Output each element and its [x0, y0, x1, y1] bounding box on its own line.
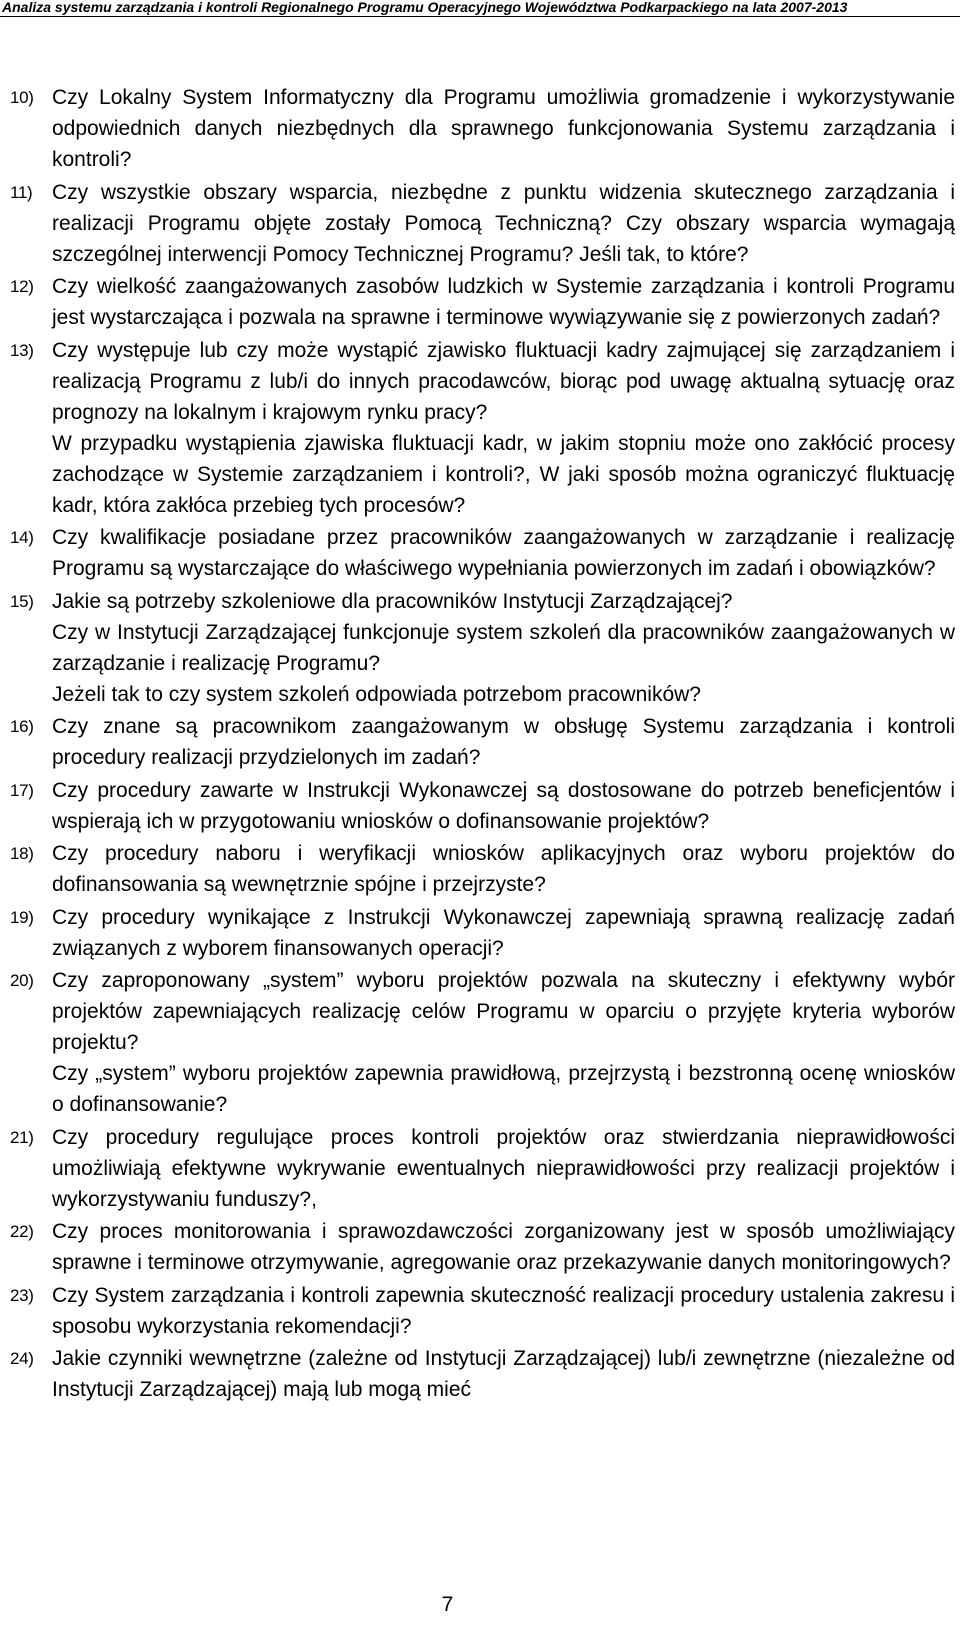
question-body [52, 82, 955, 175]
question-paragraph: Czy proces monitorowania i sprawozdawczości zorganizowany jest w sposób umożliwiający sprawne i terminowe otrzymywanie, agregowanie oraz przekazywanie danych monitoringowych? [52, 1220, 955, 1274]
question-number: 10) [10, 88, 34, 107]
question-item [10, 522, 955, 584]
question-body [52, 271, 955, 333]
question-paragraph: Czy procedury regulujące proces kontroli projektów oraz stwierdzania nieprawidłowości umożliwiają efektywne wykrywanie ewentualnych nieprawidłowości przy realizacji projektów i wykorzystywaniu funduszy?, [52, 1125, 955, 1211]
question-number: 12) [10, 277, 34, 296]
question-item [10, 775, 955, 837]
question-number: 14) [10, 528, 34, 547]
question-paragraph: Czy wszystkie obszary wsparcia, niezbędne z punktu widzenia skutecznego zarządzania i realizacji Programu objęte zostały Pomocą Techniczną? Czy obszary wsparcia wymagają szczególnej interwencji Pomocy Technicznej Programu? Jeśli tak, to które? [52, 180, 955, 266]
question-body [52, 586, 955, 710]
question-paragraph: Czy System zarządzania i kontroli zapewnia skuteczność realizacji procedury ustalenia zakresu i sposobu wykorzystania rekomendacji? [52, 1283, 955, 1338]
question-paragraph: Czy wielkość zaangażowanych zasobów ludzkich w Systemie zarządzania i kontroli Programu jest wystarczająca i pozwala na sprawne i terminowe wywiązywanie się z powierzonych zadań? [52, 275, 955, 329]
question-body [52, 177, 955, 270]
question-item [10, 1343, 955, 1405]
question-number: 13) [10, 340, 34, 360]
question-list [10, 82, 955, 1407]
question-paragraph: Czy znane są pracownikom zaangażowanym w obsługę Systemu zarządzania i kontroli procedury realizacji przydzielonych im zadań? [52, 715, 955, 769]
question-paragraph: Czy procedury wynikające z Instrukcji Wykonawczej zapewniają sprawną realizację zadań związanych z wyborem finansowanych operacji? [52, 905, 955, 960]
question-paragraph: Czy zaproponowany „system” wyboru projektów pozwala na skuteczny i efektywny wybór projektów zapewniających realizację celów Programu w oparciu o przyjęte kryteria wyborów projektu? [52, 969, 955, 1054]
question-item [10, 711, 955, 773]
header-title: Analiza systemu zarządzania i kontroli Regionalnego Programu Operacyjnego Województwa Podkarpackiego na lata 2007-2013 [2, 0, 848, 15]
question-number: 23) [10, 1285, 34, 1305]
question-number: 24) [10, 1349, 34, 1368]
question-number: 19) [10, 907, 34, 927]
question-body [52, 838, 955, 900]
question-number: 22) [10, 1222, 34, 1241]
question-item [10, 965, 955, 1120]
question-item [10, 335, 955, 521]
question-paragraph: W przypadku wystąpienia zjawiska fluktuacji kadr, w jakim stopniu może ono zakłócić procesy zachodzące w Systemie zarządzaniem i kontroli?, W jaki sposób można ograniczyć fluktuację kadr, która zakłóca przebieg tych procesów? [52, 431, 955, 517]
header-rule [0, 16, 960, 17]
question-paragraph: Czy procedury naboru i weryfikacji wniosków aplikacyjnych oraz wyboru projektów do dofinansowania są wewnętrznie spójne i przejrzyste? [52, 842, 955, 896]
question-number: 18) [10, 844, 34, 863]
page-number: 7 [441, 1593, 454, 1616]
question-number: 20) [10, 971, 34, 990]
question-item [10, 838, 955, 900]
question-item [10, 902, 955, 964]
question-paragraph: Czy Lokalny System Informatyczny dla Programu umożliwia gromadzenie i wykorzystywanie odpowiednich danych niezbędnych dla sprawnego funkcjonowania Systemu zarządzania i kontroli? [52, 86, 955, 171]
question-item [10, 82, 955, 175]
question-item [10, 177, 955, 270]
question-number: 15) [10, 591, 34, 611]
question-body [52, 711, 955, 773]
question-paragraph: Jeżeli tak to czy system szkoleń odpowiada potrzebom pracowników? [52, 682, 701, 706]
question-number: 17) [10, 780, 34, 800]
question-paragraph: Czy „system” wyboru projektów zapewnia prawidłową, przejrzystą i bezstronną ocenę wniosków o dofinansowanie? [52, 1062, 955, 1116]
question-body [52, 522, 955, 584]
question-paragraph: Czy kwalifikacje posiadane przez pracowników zaangażowanych w zarządzanie i realizację Programu są wystarczające do właściwego wypełniania powierzonych im zadań i obowiązków? [52, 526, 955, 580]
question-paragraph: Czy występuje lub czy może wystąpić zjawisko fluktuacji kadry zajmującej się zarządzaniem i realizacją Programu z lub/i do innych pracodawców, biorąc pod uwagę aktualną sytuację oraz prognozy na lokalnym i krajowym rynku pracy? [52, 338, 955, 424]
question-paragraph: Czy w Instytucji Zarządzającej funkcjonuje system szkoleń dla pracowników zaangażowanych w zarządzanie i realizację Programu? [52, 620, 955, 675]
question-paragraph: Jakie czynniki wewnętrzne (zależne od Instytucji Zarządzającej) lub/i zewnętrzne (niezależne od Instytucji Zarządzającej) mają lub mogą mieć [52, 1347, 955, 1401]
question-body [52, 1280, 955, 1342]
question-item [10, 1216, 955, 1278]
question-paragraph: Czy procedury zawarte w Instrukcji Wykonawczej są dostosowane do potrzeb beneficjentów i wspierają ich w przygotowaniu wniosków o dofinansowanie projektów? [52, 778, 955, 833]
running-header [0, 0, 960, 18]
question-body [52, 1343, 955, 1405]
question-item [10, 1280, 955, 1342]
question-body [52, 775, 955, 837]
question-item [10, 586, 955, 710]
question-item [10, 271, 955, 333]
question-paragraph: Jakie są potrzeby szkoleniowe dla pracowników Instytucji Zarządzającej? [52, 589, 733, 613]
question-body [52, 335, 955, 521]
question-body [52, 1122, 955, 1215]
question-body [52, 1216, 955, 1278]
question-body [52, 965, 955, 1120]
question-number: 16) [10, 717, 34, 736]
question-number: 11) [10, 182, 33, 202]
question-number: 21) [10, 1127, 34, 1147]
question-body [52, 902, 955, 964]
question-item [10, 1122, 955, 1215]
